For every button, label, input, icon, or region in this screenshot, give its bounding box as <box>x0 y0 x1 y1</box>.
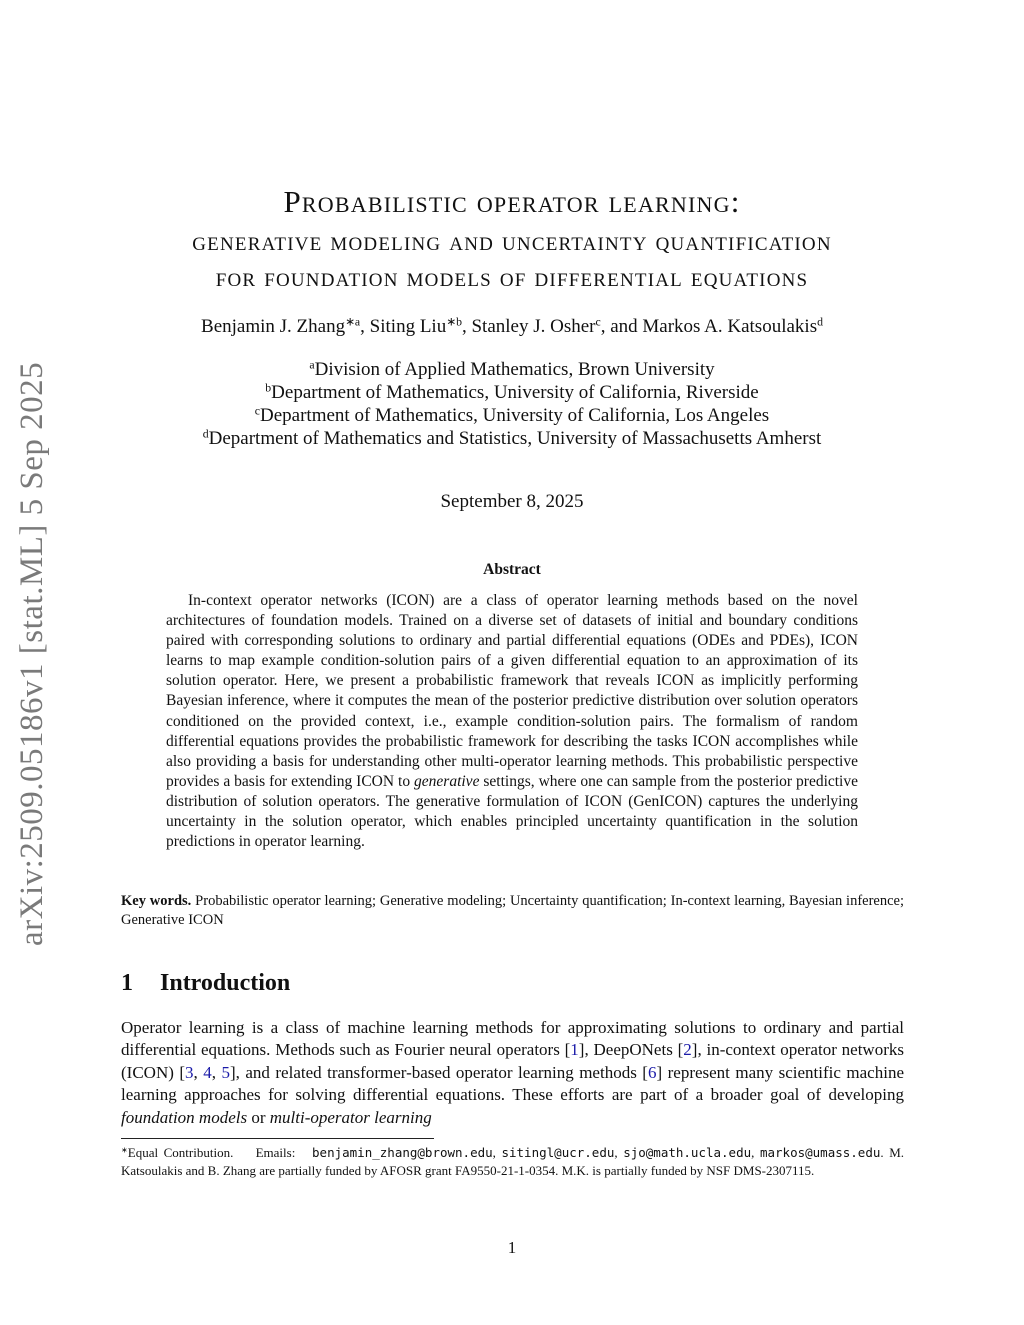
email-address[interactable]: markos@umass.edu <box>759 1145 881 1160</box>
body-text: , <box>193 1062 204 1082</box>
author-separator: , <box>461 316 472 337</box>
affiliation <box>0 405 1024 427</box>
email-address[interactable]: benjamin_zhang@brown.edu <box>312 1145 493 1160</box>
body-text: ] represent many scientific machine learning approaches for solving differential equations. These efforts are part of a broader goal of developing <box>121 1062 904 1105</box>
author-mark: ∗b <box>446 315 462 329</box>
abstract-text: In-context operator networks (ICON) are a class of operator learning methods based on the novel architectures of foundation models. Trained on a diverse set of datasets of initial and boundary conditions paired with corresponding solutions to ordinary and partial differential equations (ODEs and PDEs), ICON learns to map example condition-solution pairs of a given differential equation to an approximation of its solution operator. Here, we present a probabilistic framework that reveals ICON as implicitly performing Bayesian inference, where it computes the mean of the posterior predictive distribution over solution operators conditioned on the provided context, i.e., example condition-solution pairs. The formalism of random differential equations provides the probabilistic framework for describing the tasks ICON accomplishes while also providing a basis for understanding other multi-operator learning methods. This probabilistic perspective provides a basis for extending ICON to <box>166 592 858 790</box>
abstract-heading: Abstract <box>483 561 541 578</box>
footnote-rule <box>121 1138 434 1139</box>
section-heading <box>121 970 290 997</box>
keywords <box>121 892 904 929</box>
paper-title-line-3: for foundation models of differential equations <box>215 262 809 292</box>
author-name: Markos A. Katsoulakis <box>642 316 818 337</box>
keywords-text: Probabilistic operator learning; Generative modeling; Uncertainty quantification; In-context learning, Bayesian inference; Generative ICON <box>121 893 905 928</box>
author-mark: d <box>817 315 823 329</box>
affiliation <box>0 428 1024 450</box>
body-emphasis: foundation models <box>121 1107 248 1127</box>
author-list <box>0 316 1024 338</box>
affiliation-mark: b <box>265 381 272 395</box>
author-name: Stanley J. Osher <box>471 316 596 337</box>
citation-link[interactable]: 2 <box>683 1040 692 1060</box>
footnote-mark: ∗ <box>121 1145 128 1155</box>
abstract-text: settings, where one can sample from the posterior predictive distribution of solution operators. The generative formulation of ICON (GenICON) captures the underlying uncertainty in the solution operator, which enables principled uncertainty quantification in the solution predictions in operator learning. <box>166 772 858 851</box>
body-emphasis: multi-operator learning <box>269 1107 432 1127</box>
section-number: 1 <box>121 970 133 996</box>
body-text: ], and related transformer-based operator learning methods [ <box>229 1062 648 1082</box>
author-mark: ∗a <box>345 315 361 329</box>
footnote-text: . M. Katsoulakis and B. Zhang are partially funded by AFOSR grant FA9550-21-1-0354. M.K. is partially funded by NSF DMS-2307115. <box>121 1145 905 1179</box>
body-text: ], in-context operator networks (ICON) [ <box>121 1040 904 1082</box>
affiliation-text: Department of Mathematics, University of California, Riverside <box>271 382 759 403</box>
affiliation-text: Division of Applied Mathematics, Brown University <box>314 359 715 380</box>
affiliation <box>0 382 1024 404</box>
author-name: Siting Liu <box>369 316 447 337</box>
author-separator: , and <box>600 316 643 337</box>
keywords-label: Key words. <box>121 893 192 909</box>
citation-link[interactable]: 1 <box>570 1040 579 1060</box>
footnote: ∗Equal Contribution. Emails: benjamin_zhang@brown.edu, sitingl@ucr.edu, sjo@math.ucla.edu, markos@umass.edu. M. Katsoulakis and B. Zhang are partially funded by AFOSR grant FA9550-21-1-0354. M.K. is partially funded by NSF DMS-2307115. <box>121 1145 905 1179</box>
page-number: 1 <box>507 1238 517 1257</box>
abstract-emphasis: generative <box>414 772 480 790</box>
citation-link[interactable]: 4 <box>203 1062 212 1082</box>
arxiv-side-stamp: arXiv:2509.05186v1 [stat.ML] 5 Sep 2025 <box>14 361 50 946</box>
intro-paragraph <box>121 1017 904 1129</box>
affiliation-text: Department of Mathematics and Statistics, University of Massachusetts Amherst <box>208 428 822 449</box>
affiliation-text: Department of Mathematics, University of California, Los Angeles <box>260 405 770 426</box>
citation-link[interactable]: 5 <box>221 1062 230 1082</box>
body-text: , <box>211 1062 222 1082</box>
author-name: Benjamin J. Zhang <box>201 316 346 337</box>
email-address[interactable]: sitingl@ucr.edu <box>501 1145 615 1160</box>
author-separator: , <box>360 316 370 337</box>
publication-date: September 8, 2025 <box>440 491 584 512</box>
affiliation-mark: a <box>309 358 315 372</box>
body-text: Operator learning is a class of machine learning methods for approximating solutions to ordinary and partial differential equations. Methods such as Fourier neural operators [ <box>121 1018 904 1060</box>
author-mark: c <box>595 315 601 329</box>
section-title: Introduction <box>160 970 291 996</box>
affiliation-mark: d <box>202 427 209 441</box>
paper-title-line-2: generative modeling and uncertainty quantification <box>192 226 832 256</box>
body-text: ], DeepONets [ <box>578 1040 684 1060</box>
affiliation-mark: c <box>254 404 261 418</box>
citation-link[interactable]: 6 <box>647 1062 657 1082</box>
body-text: or <box>247 1107 270 1127</box>
paper-title-line-1: Probabilistic operator learning: <box>283 184 741 219</box>
footnote-text: Equal Contribution. Emails: <box>127 1145 313 1160</box>
email-address[interactable]: sjo@math.ucla.edu <box>623 1145 752 1160</box>
citation-link[interactable]: 3 <box>185 1062 194 1082</box>
abstract-body <box>166 591 858 852</box>
affiliation <box>0 359 1024 381</box>
